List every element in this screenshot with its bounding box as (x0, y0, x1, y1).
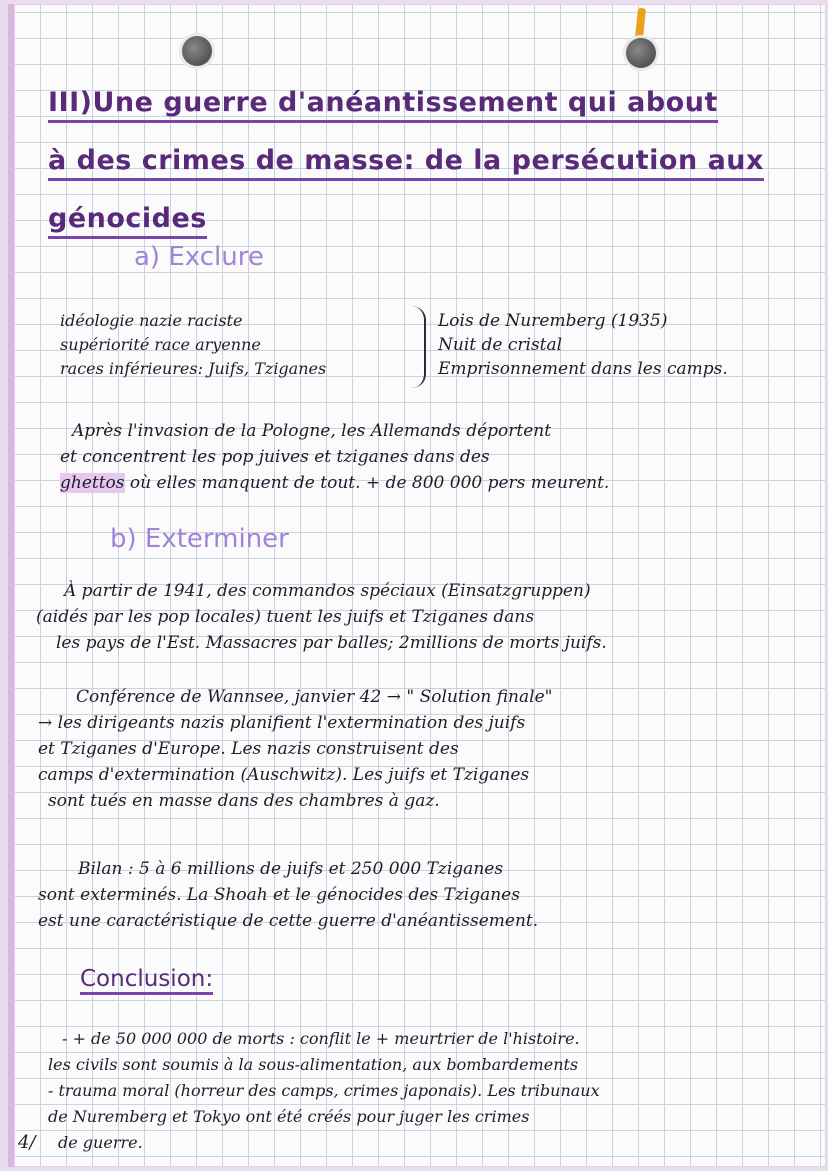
paragraph-line: et Tziganes d'Europe. Les nazis construisent des (38, 739, 459, 759)
page-number: 4/ (18, 1132, 36, 1153)
binder-hole (182, 36, 212, 66)
paragraph-line: sont tués en masse dans des chambres à gaz. (48, 791, 440, 811)
conclusion-line: de Nuremberg et Tokyo ont été créés pour juger les crimes (48, 1107, 530, 1126)
measure-line: Nuit de cristal (438, 335, 563, 355)
binder-hole (626, 38, 656, 68)
measures-list (438, 308, 728, 382)
paragraph-line: camps d'extermination (Auschwitz). Les juifs et Tziganes (38, 765, 530, 785)
page-title (48, 74, 808, 248)
paragraph-line: Bilan : 5 à 6 millions de juifs et 250 000 Tziganes (78, 859, 504, 879)
ideology-line: races inférieures: Juifs, Tziganes (60, 359, 327, 378)
paragraph-line: sont exterminés. La Shoah et le génocides des Tziganes (38, 885, 520, 905)
paragraph-line: À partir de 1941, des commandos spéciaux (Einsatzgruppen) (64, 581, 591, 601)
measure-line: Emprisonnement dans les camps. (438, 359, 728, 379)
conclusion-line: les civils sont soumis à la sous-alimentation, aux bombardements (48, 1055, 579, 1074)
section-b-paragraph-3 (38, 856, 538, 934)
conclusion-text (48, 1026, 600, 1156)
highlighted-word: ghettos (60, 473, 125, 493)
section-a-heading: a) Exclure (134, 242, 264, 272)
brace-divider (406, 306, 426, 388)
section-b-paragraph-2 (38, 684, 552, 814)
paragraph-line: → les dirigeants nazis planifient l'extermination des juifs (38, 713, 526, 733)
paragraph-line: ghettos où elles manquent de tout. + de 800 000 pers meurent. (60, 473, 610, 493)
paragraph-line: et concentrent les pop juives et tziganes dans des (60, 447, 490, 467)
ideology-list (60, 308, 326, 382)
title-line-1: III)Une guerre d'anéantissement qui about (48, 87, 718, 123)
paragraph-line: est une caractéristique de cette guerre d'anéantissement. (38, 911, 539, 931)
conclusion-line: de guerre. (58, 1133, 143, 1152)
notebook-page (8, 4, 826, 1167)
title-line-3: génocides (48, 203, 207, 239)
section-a-paragraph (60, 418, 609, 496)
title-line-2: à des crimes de masse: de la persécution aux (48, 145, 764, 181)
ideology-line: supériorité race aryenne (60, 335, 261, 354)
paragraph-line: (aidés par les pop locales) tuent les juifs et Tziganes dans (36, 607, 535, 627)
measure-line: Lois de Nuremberg (1935) (438, 311, 668, 331)
conclusion-heading: Conclusion: (80, 966, 213, 992)
paragraph-line: Conférence de Wannsee, janvier 42 → " Solution finale" (76, 687, 553, 707)
paragraph-line: les pays de l'Est. Massacres par balles; 2millions de morts juifs. (56, 633, 607, 653)
section-b-paragraph-1 (36, 578, 607, 656)
conclusion-line: - + de 50 000 000 de morts : conflit le + meurtrier de l'histoire. (62, 1029, 580, 1048)
paragraph-line: Après l'invasion de la Pologne, les Allemands déportent (72, 421, 552, 441)
ideology-line: idéologie nazie raciste (60, 311, 243, 330)
conclusion-line: - trauma moral (horreur des camps, crimes japonais). Les tribunaux (48, 1081, 600, 1100)
section-b-heading: b) Exterminer (110, 524, 289, 554)
